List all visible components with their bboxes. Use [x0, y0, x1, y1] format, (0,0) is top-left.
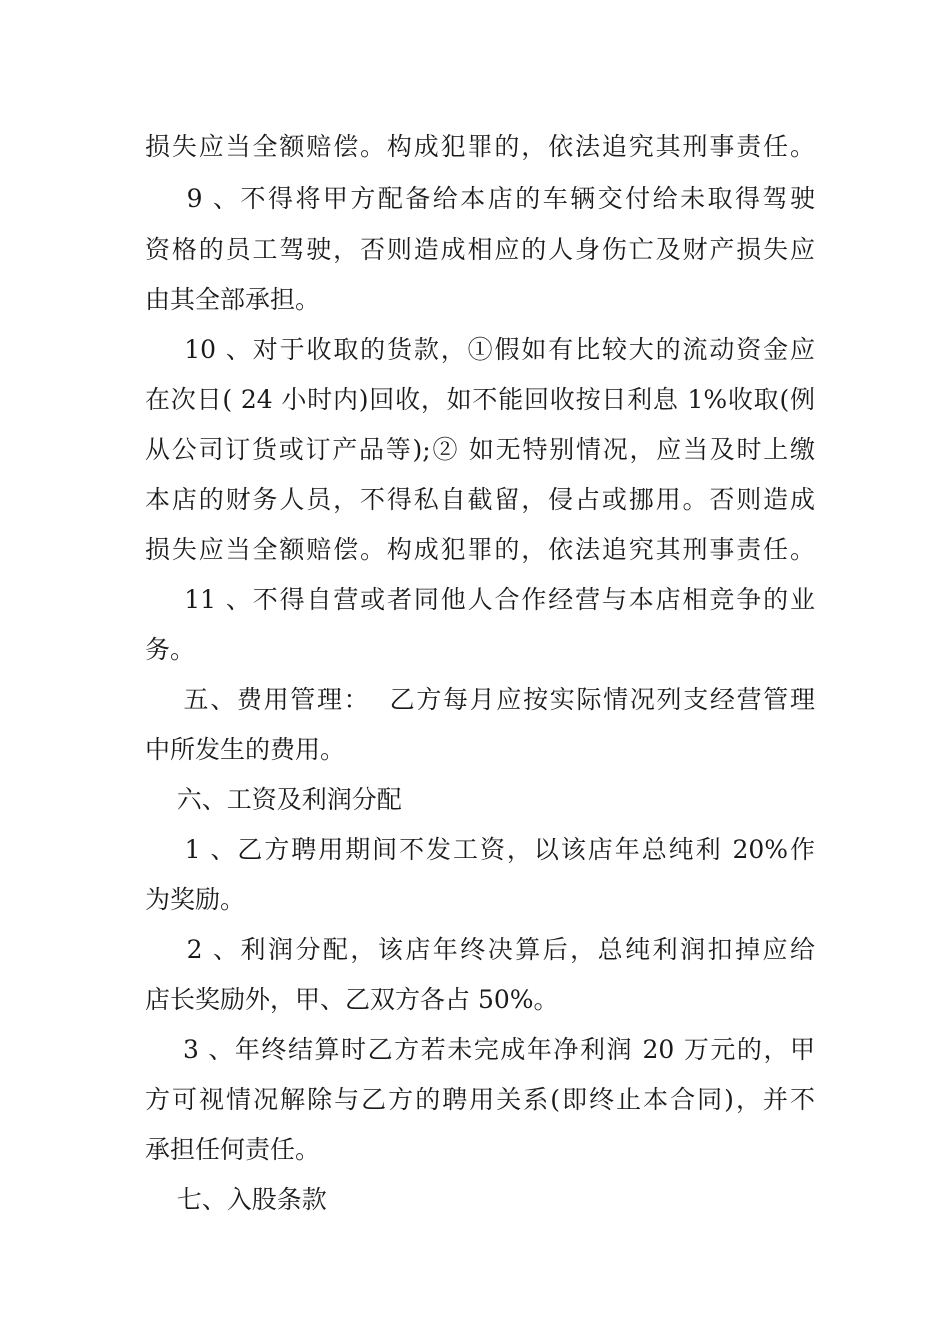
text-line: 损失应当全额赔偿。构成犯罪的，依法追究其刑事责任。 [145, 535, 815, 564]
text-line: 务。 [145, 635, 196, 664]
text-line: 从公司订货或订产品等);② 如无特别情况，应当及时上缴 [145, 435, 815, 464]
text-line: 在次日( 24 小时内)回收，如不能回收按日利息 1%收取(例 [145, 385, 815, 414]
text-line: 为奖励。 [145, 885, 246, 914]
text-line: 1 、乙方聘用期间不发工资，以该店年总纯利 20%作 [145, 835, 815, 864]
text-line: 承担任何责任。 [145, 1135, 321, 1164]
text-line: 店长奖励外，甲、乙双方各占 50%。 [145, 985, 559, 1014]
text-line: 10 、对于收取的货款，①假如有比较大的流动资金应 [145, 335, 815, 364]
text-line: 中所发生的费用。 [145, 735, 346, 764]
text-line: 11 、不得自营或者同他人合作经营与本店相竞争的业 [145, 585, 815, 614]
text-line: 五、费用管理： 乙方每月应按实际情况列支经营管理 [145, 685, 815, 714]
section-heading: 六、工资及利润分配 [145, 785, 402, 814]
text-line: 本店的财务人员，不得私自截留，侵占或挪用。否则造成 [145, 485, 815, 514]
text-line: 3 、年终结算时乙方若未完成年净利润 20 万元的，甲 [145, 1035, 815, 1064]
section-heading: 七、入股条款 [145, 1185, 327, 1214]
text-line: 方可视情况解除与乙方的聘用关系(即终止本合同)，并不 [145, 1085, 815, 1114]
text-line: 2 、利润分配，该店年终决算后，总纯利润扣掉应给 [145, 935, 815, 964]
text-line: 由其全部承担。 [145, 285, 321, 314]
text-line: 损失应当全额赔偿。构成犯罪的，依法追究其刑事责任。 [145, 132, 815, 161]
text-line: 资格的员工驾驶，否则造成相应的人身伤亡及财产损失应 [145, 235, 815, 264]
text-line: 9 、不得将甲方配备给本店的车辆交付给未取得驾驶 [145, 184, 815, 213]
